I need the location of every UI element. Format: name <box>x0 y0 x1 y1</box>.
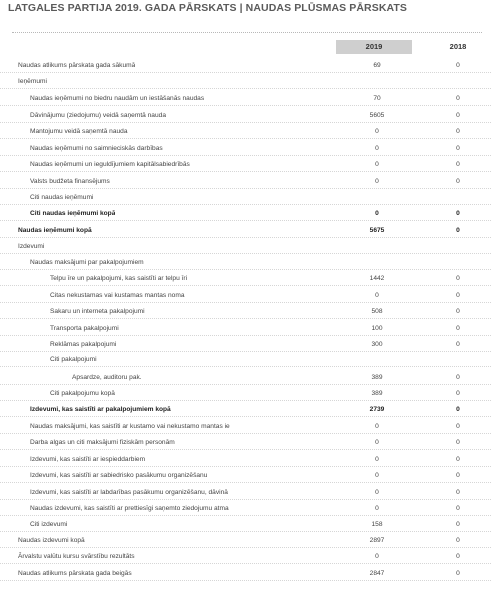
table-row-total <box>0 535 491 548</box>
value-2019: 300 <box>371 341 383 348</box>
value-2018: 0 <box>456 570 460 577</box>
value-2018: 0 <box>456 62 460 69</box>
value-2019: 389 <box>371 374 383 381</box>
value-2019: 2739 <box>369 406 385 413</box>
row-label: Valsts budžeta finansējums <box>30 178 110 185</box>
report-title: LATGALES PARTIJA 2019. GADA PĀRSKATS | NAUDAS PLŪSMAS PĀRSKATS <box>8 2 408 14</box>
value-2019: 5675 <box>369 227 385 234</box>
value-2019: 508 <box>371 308 383 315</box>
row-label: Ārvalstu valūtu kursu svārstību rezultāts <box>18 553 135 560</box>
value-2018: 0 <box>456 178 460 185</box>
value-2018: 0 <box>456 161 460 168</box>
value-2019: 2897 <box>369 537 385 544</box>
table-row-subtotal <box>0 388 491 401</box>
table-row <box>0 273 491 286</box>
value-2019: 0 <box>375 456 379 463</box>
value-2018: 0 <box>456 521 460 528</box>
value-2018: 0 <box>456 406 460 413</box>
value-2018: 0 <box>456 472 460 479</box>
table-row <box>0 339 491 352</box>
table-row <box>0 503 491 516</box>
table-row <box>0 93 491 106</box>
value-2018: 0 <box>456 112 460 119</box>
column-header-2018: 2018 <box>449 42 467 51</box>
row-label: Citi pakalpojumu kopā <box>50 390 115 397</box>
row-label: Transporta pakalpojumi <box>50 325 119 332</box>
value-2019: 70 <box>373 95 381 102</box>
table-row <box>0 257 491 270</box>
value-2018: 0 <box>456 95 460 102</box>
value-2019: 0 <box>375 489 379 496</box>
value-2019: 5605 <box>369 112 385 119</box>
value-2018: 0 <box>456 553 460 560</box>
table-row <box>0 306 491 319</box>
value-2018: 0 <box>456 128 460 135</box>
row-label: Dāvinājumu (ziedojumu) veidā saņemtā nauda <box>30 112 166 119</box>
row-label: Naudas maksājumi par pakalpojumiem <box>30 259 144 266</box>
value-2018: 0 <box>456 456 460 463</box>
value-2018: 0 <box>456 292 460 299</box>
table-row-subtotal <box>0 404 491 417</box>
row-label: Izdevumi, kas saistīti ar pakalpojumiem kopā <box>30 406 171 413</box>
row-label: Apsardze, auditoru pak. <box>72 374 142 381</box>
table-row <box>0 159 491 172</box>
row-label: Telpu īre un pakalpojumi, kas saistīti ar telpu īri <box>50 275 188 282</box>
table-row <box>0 551 491 564</box>
value-2018: 0 <box>456 423 460 430</box>
row-label: Naudas ieņēmumi kopā <box>18 227 92 234</box>
value-2018: 0 <box>456 325 460 332</box>
value-2019: 0 <box>375 128 379 135</box>
row-label: Naudas atlikums pārskata gada sākumā <box>18 62 136 69</box>
row-label: Naudas maksājumi, kas saistīti ar kustamo vai nekustamo mantas ie <box>30 423 230 430</box>
value-2018: 0 <box>456 489 460 496</box>
value-2018: 0 <box>456 210 460 217</box>
value-2018: 0 <box>456 439 460 446</box>
value-2019: 0 <box>375 439 379 446</box>
table-row <box>0 372 491 385</box>
row-label: Naudas ieņēmumi no saimnieciskās darbības <box>30 145 163 152</box>
value-2018: 0 <box>456 390 460 397</box>
table-row <box>0 519 491 532</box>
row-label: Citi naudas ieņēmumi <box>30 194 94 201</box>
row-label: Mantojumu veidā saņemtā nauda <box>30 128 128 135</box>
value-2018: 0 <box>456 505 460 512</box>
table-row <box>0 421 491 434</box>
value-2019: 0 <box>375 553 379 560</box>
row-label: Darba algas un citi maksājumi fiziskām personām <box>30 439 175 446</box>
table-row <box>0 76 491 89</box>
value-2018: 0 <box>456 537 460 544</box>
title-divider <box>12 32 482 33</box>
value-2019: 0 <box>375 178 379 185</box>
table-row <box>0 354 491 367</box>
value-2019: 0 <box>375 423 379 430</box>
table-row <box>0 470 491 483</box>
table-row <box>0 487 491 500</box>
value-2018: 0 <box>456 374 460 381</box>
row-label: Izdevumi, kas saistīti ar labdarības pasākumu organizēšanu, dāvinā <box>30 489 228 496</box>
row-label: Sakaru un interneta pakalpojumi <box>50 308 145 315</box>
row-label: Naudas ieņēmumi un ieguldījumiem kapitālsabiedrībās <box>30 161 190 168</box>
table-row-closing-balance <box>0 568 491 581</box>
row-label: Ieņēmumi <box>18 78 47 85</box>
value-2019: 100 <box>371 325 383 332</box>
value-2019: 0 <box>375 505 379 512</box>
value-2018: 0 <box>456 308 460 315</box>
row-label: Izdevumi, kas saistīti ar iespieddarbiem <box>30 456 146 463</box>
value-2019: 389 <box>371 390 383 397</box>
value-2019: 2847 <box>369 570 385 577</box>
row-label: Naudas ieņēmumi no biedru naudām un iestāšanās naudas <box>30 95 205 102</box>
table-row <box>0 126 491 139</box>
table-row <box>0 60 491 73</box>
table-row <box>0 323 491 336</box>
table-row <box>0 437 491 450</box>
value-2019: 0 <box>375 210 379 217</box>
row-label: Citas nekustamas vai kustamas mantas noma <box>50 292 185 299</box>
row-label: Citi naudas ieņēmumi kopā <box>30 210 116 217</box>
value-2019: 0 <box>375 472 379 479</box>
row-label: Izdevumi, kas saistīti ar sabiedrisko pasākumu organizēšanu <box>30 472 208 479</box>
value-2019: 0 <box>375 145 379 152</box>
value-2019: 0 <box>375 161 379 168</box>
value-2019: 69 <box>373 62 381 69</box>
row-label: Naudas izdevumi kopā <box>18 537 85 544</box>
value-2019: 158 <box>371 521 383 528</box>
table-row <box>0 290 491 303</box>
value-2018: 0 <box>456 341 460 348</box>
row-label: Naudas izdevumi, kas saistīti ar prettiesīgi saņemto ziedojumu atma <box>30 505 229 512</box>
value-2018: 0 <box>456 145 460 152</box>
row-label: Izdevumi <box>18 243 45 250</box>
table-row <box>0 110 491 123</box>
column-header-2019: 2019 <box>336 40 412 54</box>
value-2019: 1442 <box>369 275 385 282</box>
table-row <box>0 454 491 467</box>
row-label: Reklāmas pakalpojumi <box>50 341 117 348</box>
row-label: Naudas atlikums pārskata gada beigās <box>18 570 132 577</box>
row-label: Citi pakalpojumi <box>50 356 97 363</box>
table-row <box>0 143 491 156</box>
value-2019: 0 <box>375 292 379 299</box>
value-2018: 0 <box>456 227 460 234</box>
value-2018: 0 <box>456 275 460 282</box>
table-row <box>0 241 491 254</box>
row-label: Citi izdevumi <box>30 521 68 528</box>
table-row-subtotal <box>0 208 491 221</box>
table-row <box>0 176 491 189</box>
table-row <box>0 192 491 205</box>
table-row-total <box>0 225 491 238</box>
